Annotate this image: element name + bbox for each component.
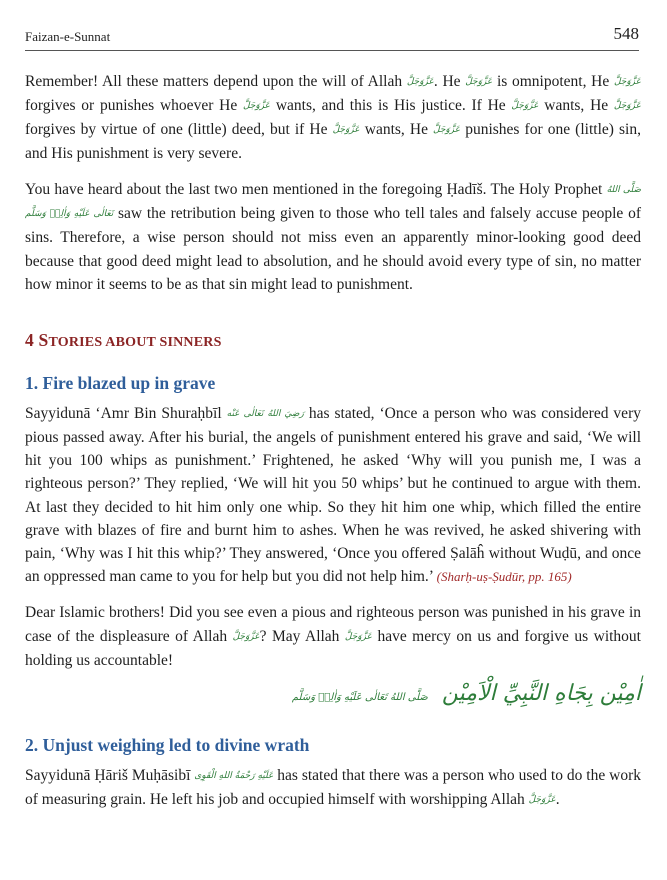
arabic-honorific: عَزَّوَجَلَّ [465,76,493,87]
arabic-honorific: عَزَّوَجَلَّ [406,76,434,87]
arabic-dua [25,681,641,711]
text-run: wants, and this is His justice. If He [270,97,512,115]
paragraph-dear-brothers [25,601,641,671]
running-header [25,26,639,51]
text-run: saw the retribution being given to those who tell tales and falsely accuse people of sins. Therefore, a wise person should not miss even an apparently minor-looking good deed because that good deed might lead to absolution, and he should avoid every type of sin, no matter how minor it seems to be as that sin might lead to punishment. [25,205,641,293]
text-run: have mercy on us and forgive us without holding us accountable! [25,627,641,669]
text-run: . He [433,73,466,90]
text-run: wants, He [359,121,434,139]
page-body [25,70,641,812]
arabic-honorific: رَضِيَ اللهُ تَعَالٰى عَنْه [226,408,304,419]
section-heading [25,330,641,351]
arabic-honorific: عَزَّوَجَلَّ [613,76,642,87]
arabic-honorific: عَزَّوَجَلَّ [433,124,461,135]
text-run: is omnipotent, He [492,73,614,90]
story-paragraph-unjust-weighing [25,764,641,812]
text-run: punishes for one (little) sin, and His punishment is very severe. [25,121,641,163]
arabic-honorific: عَزَّوَجَلَّ [232,631,260,642]
arabic-salutation: صَلَّى اللهُ تَعَالٰى عَلَيْهِ وَاٰلِهٖ وَسَلَّم [25,185,641,220]
dua-main: اٰمِيْن بِجَاهِ النَّبِيِّ الْاَمِيْن [441,680,641,706]
dua-salutation: صَلَّى اللهُ تَعَالٰى عَلَيْهِ وَاٰلِهٖ وَسَلَّم [291,691,428,703]
arabic-honorific: عَزَّوَجَلَّ [242,100,271,111]
arabic-honorific: عَزَّوَجَلَّ [511,100,539,111]
arabic-honorific: عَزَّوَجَلَّ [528,794,556,805]
text-run: forgives or punishes whoever He [25,97,243,115]
paragraph-allah-will [25,70,641,165]
text-run: Sayyidunā Ḥāriš Muḥāsibī [25,766,195,784]
text-run: Sayyidunā ‘Amr Bin Shuraḥbīl [25,404,227,422]
text-run: Dear Islamic brothers! Did you see even a pious and righteous person was punished in his grave in case of the displeasure of Allah [25,604,641,645]
text-run: forgives by virtue of one (little) deed, but if He [25,121,333,139]
book-title: Faizan-e-Sunnat [25,29,111,44]
text-run: wants, He [538,97,614,115]
text-run: Remember! All these matters depend upon the will of Allah [25,73,407,90]
page-number: 548 [613,24,639,43]
arabic-honorific: عَلَيْهِ رَحْمَةُ اللهِ الْقَوِى [194,770,274,781]
text-run: You have heard about the last two men mentioned in the foregoing Ḥadīš. The Holy Prophet [25,181,607,199]
text-run: . [555,790,560,808]
arabic-honorific: عَزَّوَجَلَّ [344,631,372,642]
story-paragraph-fire-blazed [25,402,641,588]
arabic-honorific: عَزَّوَجَلَّ [613,100,641,111]
text-run: has stated, ‘Once a person who was considered very pious passed away. After his burial, the angels of punishment entered his grave and said, ‘We will hit you 100 whips as punishment.’ Frightened, he asked ‘Why will you punish me, I was a righteous person?’ They replied, ‘We will hit you 50 whips’ but he continued to argue with them. At last they decided to hit him only one whip. So they hit him one whip, which filled the entire grave with blazes of fire and burnt him to ashes. When he was revived, he asked shivering with pain, ‘Why was I hit this whip?’ They answered, ‘Once you offered Ṣalāĥ without Wuḍū, and once an oppressed man came to you for help but you did not help him.’ [25,404,641,586]
citation: (Sharḥ-uṣ-Ṣudūr, pp. 165) [436,569,572,585]
story-title-fire-blazed: 1. Fire blazed up in grave [25,372,216,393]
story-title-unjust-weighing: 2. Unjust weighing led to divine wrath [25,734,310,755]
text-run: ? May Allah [259,627,345,645]
arabic-honorific: عَزَّوَجَلَّ [332,124,360,135]
text-run: has stated that there was a person who used to do the work of measuring grain. He left his job and occupied himself with worshipping Allah [25,766,641,808]
section-heading-rest: TORIES ABOUT SINNERS [48,334,222,350]
section-heading-start: 4 S [25,329,49,350]
paragraph-hadis [25,178,641,296]
